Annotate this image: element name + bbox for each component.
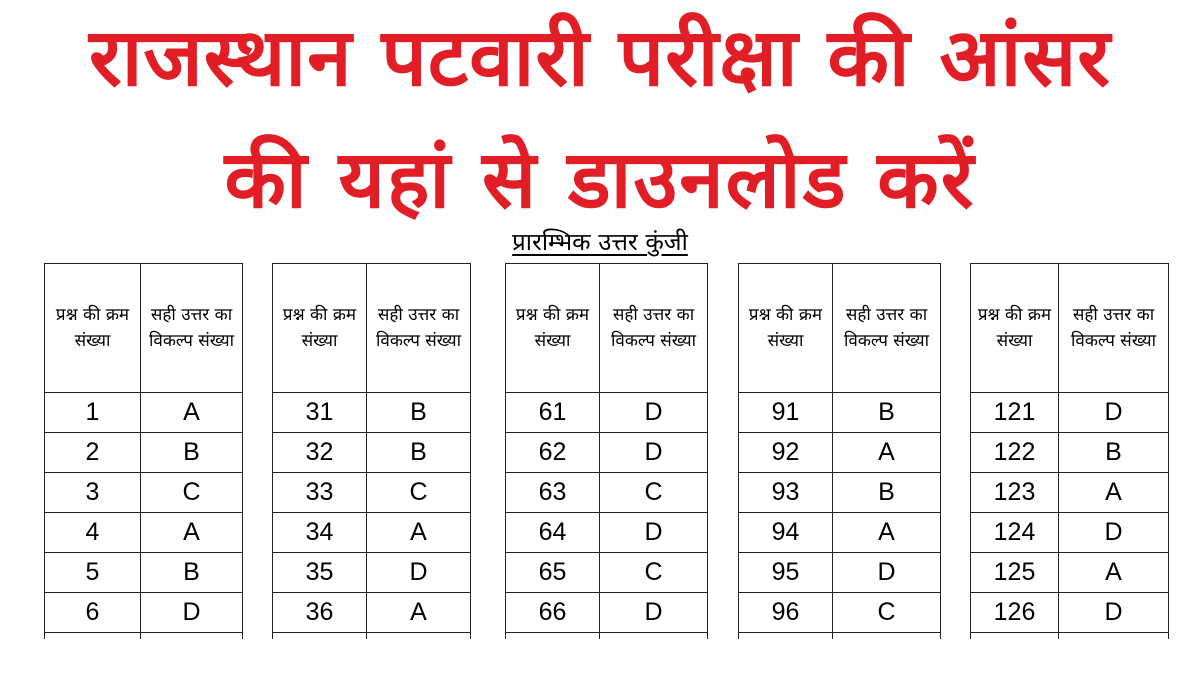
correct-option-cell: D xyxy=(833,553,941,593)
question-number-cell: 121 xyxy=(971,393,1059,433)
correct-option-cell: D xyxy=(600,593,708,633)
correct-option-cell: A xyxy=(367,513,471,553)
question-number-cell: 95 xyxy=(739,553,833,593)
table-row xyxy=(506,473,708,513)
question-number-cell: 125 xyxy=(971,553,1059,593)
table-row-cutoff xyxy=(971,633,1169,640)
table-row xyxy=(971,393,1169,433)
correct-option-cell: B xyxy=(367,393,471,433)
question-number-cell: 92 xyxy=(739,433,833,473)
question-number-cell: 63 xyxy=(506,473,600,513)
answer-table xyxy=(505,263,708,639)
answer-key-subtitle: प्रारम्भिक उत्तर कुंजी xyxy=(512,228,688,256)
table-row xyxy=(739,593,941,633)
correct-option-cell: A xyxy=(833,433,941,473)
table-row xyxy=(506,433,708,473)
question-number-cell: 122 xyxy=(971,433,1059,473)
question-number-cell: 1 xyxy=(45,393,141,433)
answer-table xyxy=(272,263,471,639)
correct-option-cell: A xyxy=(1059,553,1169,593)
table-row xyxy=(971,513,1169,553)
table-row xyxy=(45,393,243,433)
question-number-cell: 91 xyxy=(739,393,833,433)
table-row xyxy=(971,593,1169,633)
correct-option-header: सही उत्तर का विकल्प संख्या xyxy=(1059,264,1169,393)
question-number-cell: 61 xyxy=(506,393,600,433)
table-row xyxy=(971,473,1169,513)
question-number-cell: 36 xyxy=(273,593,367,633)
question-number-cell: 32 xyxy=(273,433,367,473)
headline-line-1: राजस्थान पटवारी परीक्षा की आंसर xyxy=(88,11,1112,104)
correct-option-cell: D xyxy=(1059,593,1169,633)
correct-option-cell: A xyxy=(1059,473,1169,513)
table-row xyxy=(739,513,941,553)
question-number-cell: 65 xyxy=(506,553,600,593)
correct-option-cell: B xyxy=(141,433,243,473)
table-row xyxy=(739,393,941,433)
table-row xyxy=(273,513,471,553)
question-number-cell: 94 xyxy=(739,513,833,553)
question-number-cell: 33 xyxy=(273,473,367,513)
correct-option-cell: A xyxy=(141,393,243,433)
table-row xyxy=(45,473,243,513)
correct-option-cell: A xyxy=(833,513,941,553)
correct-option-cell: C xyxy=(600,473,708,513)
correct-option-cell: B xyxy=(1059,433,1169,473)
table-row-cutoff xyxy=(739,633,941,640)
table-row xyxy=(506,593,708,633)
correct-option-header: सही उत्तर का विकल्प संख्या xyxy=(600,264,708,393)
question-number-cell: 126 xyxy=(971,593,1059,633)
question-number-cell: 4 xyxy=(45,513,141,553)
table-header-row xyxy=(739,264,941,393)
correct-option-header: सही उत्तर का विकल्प संख्या xyxy=(367,264,471,393)
answer-table xyxy=(44,263,243,639)
table-row xyxy=(506,513,708,553)
correct-option-cell: D xyxy=(1059,393,1169,433)
table-row xyxy=(273,433,471,473)
table-row xyxy=(506,393,708,433)
question-number-cell: 62 xyxy=(506,433,600,473)
correct-option-cell: C xyxy=(367,473,471,513)
answer-table xyxy=(970,263,1169,639)
question-number-cell: 3 xyxy=(45,473,141,513)
table-header-row xyxy=(971,264,1169,393)
table-row xyxy=(45,553,243,593)
question-number-cell: 123 xyxy=(971,473,1059,513)
table-row xyxy=(971,553,1169,593)
table-row xyxy=(506,553,708,593)
headline-line-2: की यहां से डाउनलोड करें xyxy=(224,133,976,226)
correct-option-cell: B xyxy=(141,553,243,593)
correct-option-header: सही उत्तर का विकल्प संख्या xyxy=(833,264,941,393)
correct-option-cell: D xyxy=(1059,513,1169,553)
table-header-row xyxy=(45,264,243,393)
question-number-cell: 2 xyxy=(45,433,141,473)
correct-option-cell: B xyxy=(833,473,941,513)
table-row xyxy=(273,593,471,633)
correct-option-cell: D xyxy=(600,393,708,433)
table-row xyxy=(45,593,243,633)
correct-option-cell: D xyxy=(600,513,708,553)
correct-option-cell: D xyxy=(600,433,708,473)
correct-option-cell: A xyxy=(141,513,243,553)
table-row xyxy=(273,553,471,593)
correct-option-cell: B xyxy=(833,393,941,433)
correct-option-cell: D xyxy=(141,593,243,633)
question-number-cell: 5 xyxy=(45,553,141,593)
table-row xyxy=(739,553,941,593)
table-header-row xyxy=(506,264,708,393)
answer-table xyxy=(738,263,941,639)
table-row xyxy=(739,473,941,513)
question-number-cell: 96 xyxy=(739,593,833,633)
question-number-header: प्रश्न की क्रम संख्या xyxy=(739,264,833,393)
table-header-row xyxy=(273,264,471,393)
table-row xyxy=(273,393,471,433)
question-number-header: प्रश्न की क्रम संख्या xyxy=(273,264,367,393)
table-row-cutoff xyxy=(273,633,471,640)
table-row xyxy=(273,473,471,513)
question-number-cell: 93 xyxy=(739,473,833,513)
table-row xyxy=(971,433,1169,473)
table-row-cutoff xyxy=(506,633,708,640)
correct-option-cell: C xyxy=(600,553,708,593)
correct-option-header: सही उत्तर का विकल्प संख्या xyxy=(141,264,243,393)
correct-option-cell: B xyxy=(367,433,471,473)
question-number-cell: 66 xyxy=(506,593,600,633)
table-row-cutoff xyxy=(45,633,243,640)
question-number-header: प्रश्न की क्रम संख्या xyxy=(971,264,1059,393)
table-row xyxy=(739,433,941,473)
correct-option-cell: C xyxy=(833,593,941,633)
question-number-header: प्रश्न की क्रम संख्या xyxy=(506,264,600,393)
question-number-cell: 124 xyxy=(971,513,1059,553)
question-number-cell: 35 xyxy=(273,553,367,593)
correct-option-cell: D xyxy=(367,553,471,593)
question-number-cell: 31 xyxy=(273,393,367,433)
question-number-cell: 34 xyxy=(273,513,367,553)
correct-option-cell: C xyxy=(141,473,243,513)
question-number-cell: 64 xyxy=(506,513,600,553)
question-number-cell: 6 xyxy=(45,593,141,633)
table-row xyxy=(45,513,243,553)
question-number-header: प्रश्न की क्रम संख्या xyxy=(45,264,141,393)
correct-option-cell: A xyxy=(367,593,471,633)
table-row xyxy=(45,433,243,473)
